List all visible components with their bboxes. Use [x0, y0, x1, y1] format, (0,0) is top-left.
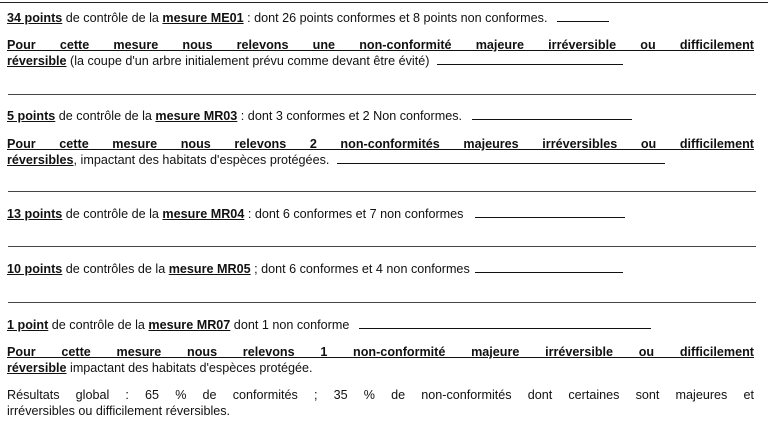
separator-rule [8, 246, 756, 247]
mr04-line: 13 points de contrôle de la mesure MR04 : dont 6 conformes et 7 non conformes [7, 207, 754, 222]
fill-line [337, 153, 665, 164]
mr03-line: 5 points de contrôle de la mesure MR03 : dont 3 conformes et 2 Non conformes. [7, 109, 754, 124]
mr05-points: 10 points [7, 262, 63, 276]
mr07-finding-line2: réversible impactant des habitats d'espèces protégée. [7, 361, 313, 375]
separator-rule [8, 302, 756, 303]
mr03-measure: mesure MR03 [155, 109, 238, 123]
me01-finding-line2: réversible (la coupe d'un arbre initialement prévu comme devant être évité) [7, 54, 754, 69]
fill-line [359, 318, 651, 329]
me01-finding-line1: Pour cette mesure nous relevons une non-conformité majeure irréversible ou difficilement [7, 38, 754, 52]
mr07-points: 1 point [7, 318, 49, 332]
mr04-measure: mesure MR04 [162, 207, 245, 221]
mr05-line: 10 points de contrôles de la mesure MR05 ; dont 6 conformes et 4 non conformes [7, 262, 754, 277]
top-rule [0, 2, 768, 3]
mr07-finding-line1: Pour cette mesure nous relevons 1 non-conformité majeure irréversible ou difficilement [7, 345, 754, 359]
mr07-measure: mesure MR07 [148, 318, 231, 332]
fill-line [475, 207, 625, 218]
separator-rule [8, 94, 756, 95]
mr03-points: 5 points [7, 109, 56, 123]
mr03-finding-line1: Pour cette mesure nous relevons 2 non-conformités majeures irréversibles ou difficilement [7, 137, 754, 151]
mr07-line: 1 point de contrôle de la mesure MR07 dont 1 non conforme [7, 318, 754, 333]
me01-points: 34 points [7, 11, 63, 25]
mr05-measure: mesure MR05 [168, 262, 251, 276]
fill-line [557, 11, 609, 22]
me01-measure: mesure ME01 [162, 11, 244, 25]
fill-line [475, 262, 623, 273]
me01-line: 34 points de contrôle de la mesure ME01 : dont 26 points conformes et 8 points non conformes. [7, 11, 754, 26]
fill-line [437, 54, 623, 65]
summary-line2: irréversibles ou difficilement réversibles. [7, 404, 231, 418]
fill-line [472, 109, 632, 120]
summary-line1: Résultats global : 65 % de conformités ; 35 % de non-conformités dont certaines sont majeures et [7, 388, 754, 402]
mr03-finding-line2: réversibles, impactant des habitats d'espèces protégées. [7, 153, 754, 168]
separator-rule [8, 191, 756, 192]
mr04-points: 13 points [7, 207, 63, 221]
